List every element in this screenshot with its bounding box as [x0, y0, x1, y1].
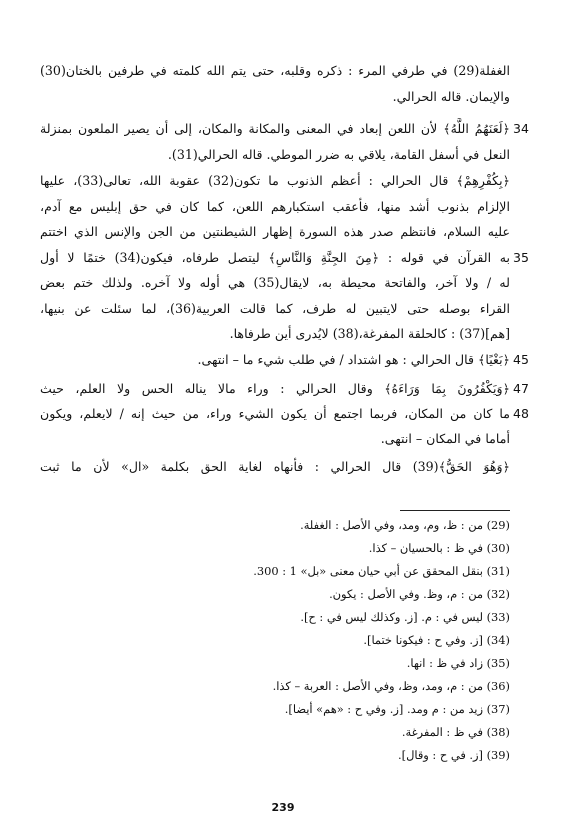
body-line: ﴿بَغْيًا﴾ قال الحرالي : هو اشتداد / في طلب شيء ما – انتهى. [197, 352, 510, 367]
verse-number: 47 [513, 381, 529, 396]
footnote: (34) [ز. وفي ح : فيكونا ختما]. [363, 633, 510, 647]
body-line: ﴿بِكُفْرِهِمْ﴾ قال الحرالي : أعظم الذنوب ما تكون(32) عقوبة الله، تعالى(33)، عليها [40, 173, 510, 188]
body-line: أماما في المكان – انتهى. [380, 431, 510, 446]
footnote: (37) زيد من : م ومد. [ز. وفي ح : «هم» أيضا]. [284, 702, 510, 716]
footnote: (35) زاد في ظ : انها. [406, 656, 510, 670]
body-line: ﴿وَيَكْفُرُونَ بِمَا وَرَاءَهُ﴾ وقال الحرالي : وراء مالا يناله الحس ولا العلم، حيث [40, 381, 510, 396]
page-number: 239 [271, 801, 295, 814]
footnote-separator [400, 510, 510, 511]
body-line: النعل في أسفل القامة، يلاقي به ضرر الموطي. قاله الحرالي(31). [167, 147, 510, 162]
footnote: (36) من : م، ومد، وظ، وفي الأصل : العربة – كذا. [272, 679, 510, 693]
body-line: الإلزام بذنوب أشد منها، فأعقب استكبارهم اللعن، كما كان في حق إبليس مع آدم، [40, 199, 510, 214]
body-line: ﴿وَهُوَ الحَقُّ﴾(39) قال الحرالي : فأنهاه لغاية الحق بكلمة «ال» لأن ما ثبت [40, 459, 510, 474]
body-line: ما كان من المكان، فربما اجتمع أن يكون الشيء وراء، من حيث إنه / لايعلم، ويكون [40, 406, 510, 421]
body-line: عليه السلام، فانتظم صدر هذه السورة إظهار الشيطنتين من الجن والإنس الذي اختتم [40, 224, 510, 239]
footnote: (31) بنقل المحقق عن أبي حيان معنى «بل» 1 : 300. [253, 564, 510, 578]
verse-number: 35 [513, 250, 529, 265]
verse-number: 34 [513, 121, 529, 136]
footnote: (33) ليس في : م. [ز. وكذلك ليس في : ح]. [300, 610, 510, 624]
body-line: به القرآن في قوله : ﴿مِنَ الجِنَّةِ وَالنَّاسِ﴾ ليتصل طرفاه، فيكون(34) ختمًا لا أول [40, 250, 510, 265]
footnote: (32) من : م، وظ. وفي الأصل : يكون. [329, 587, 510, 601]
body-line: له / ولا آخر، والفاتحة محيطة به، لايقال(35) هي أوله ولا آخره. ولذلك ختم بعض [40, 275, 510, 290]
footnote: (30) في ظ : بالحسيان – كذا. [368, 541, 510, 555]
body-line: [هم](37) : كالحلقة المفرغة،(38) لايُدرى أين طرفاها. [229, 326, 510, 341]
body-line: والإيمان. قاله الحرالي. [392, 89, 510, 104]
body-line: ﴿لَعَنَهُمُ اللَّهُ﴾ لأن اللعن إبعاد في المعنى والمكانة والمكان، إلى أن يصير الملعون بمنزلة [40, 121, 510, 136]
footnote: (38) في ظ : المفرغة. [401, 725, 510, 739]
footnote: (29) من : ظ، وم، ومد، وفي الأصل : الغفلة. [300, 518, 510, 532]
footnote: (39) [ز. في ح : وقال]. [398, 748, 510, 762]
body-line: القراء بوصله حتى لايتبين له طرف، كما قالت العربية(36)، لما سئلت عن بنيها، [40, 301, 510, 316]
verse-number: 45 [513, 352, 529, 367]
verse-number: 48 [513, 406, 529, 421]
body-line: الغفلة(29) في طرفي المرء : ذكره وقلبه، حتى يتم الله كلمته في طرفين بالختان(30) [40, 63, 510, 78]
